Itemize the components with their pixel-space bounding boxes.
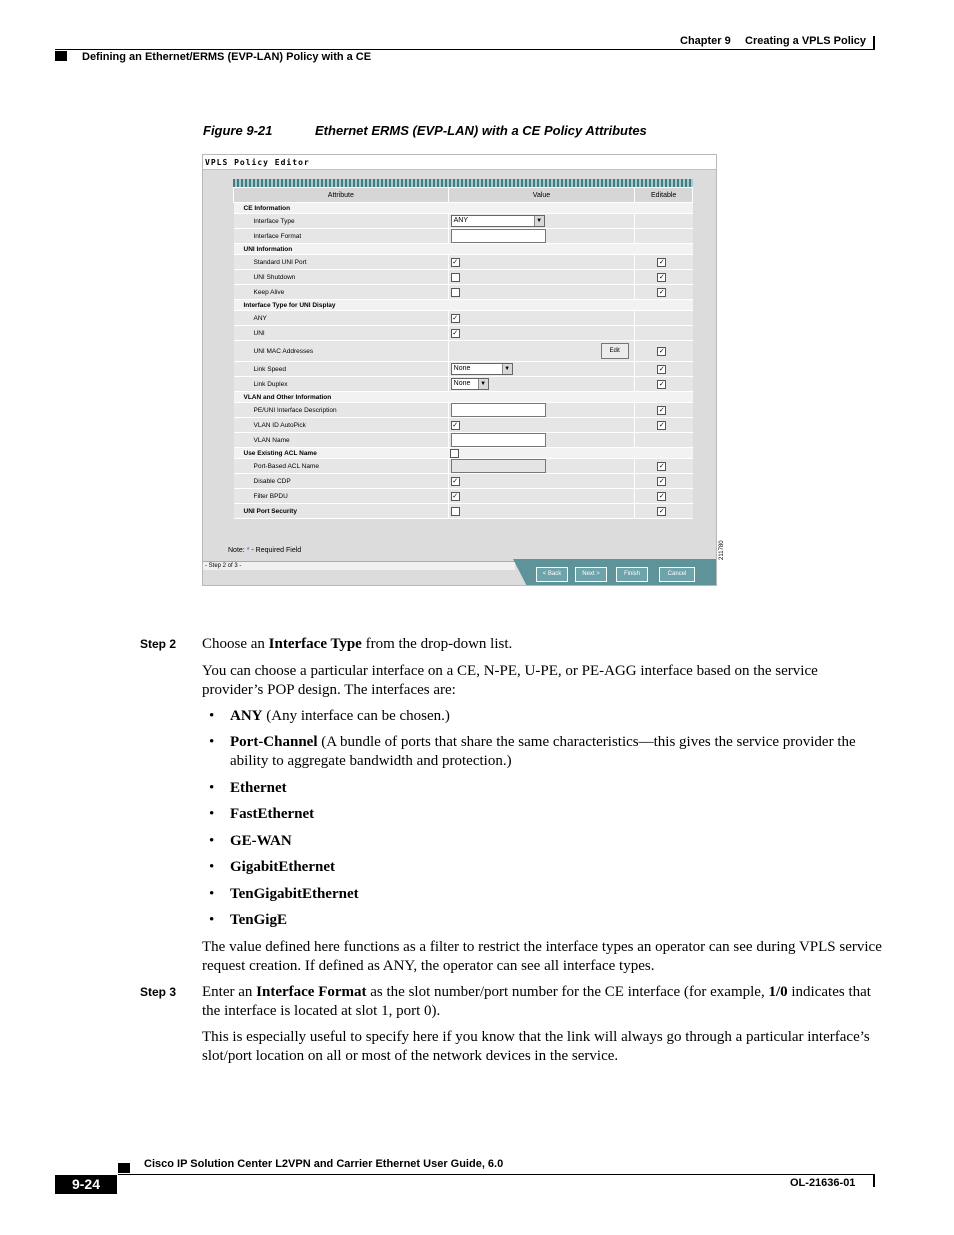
table-row — [234, 255, 693, 270]
table-row — [234, 504, 693, 519]
back-button[interactable]: < Back — [536, 567, 568, 582]
section-title: Defining an Ethernet/ERMS (EVP-LAN) Policy with a CE — [82, 51, 372, 63]
section-value-cell — [448, 448, 635, 459]
attribute-label: Interface Format — [234, 229, 449, 244]
section-label: CE Information — [234, 203, 449, 214]
chapter-title: Creating a VPLS Policy — [745, 35, 867, 47]
section-value-cell — [448, 300, 635, 311]
value-cell — [448, 311, 635, 326]
attribute-label: UNI Shutdown — [234, 270, 449, 285]
editable-cell — [635, 362, 693, 377]
checkbox[interactable]: ✓ — [658, 462, 665, 470]
step2-bold-interface-type: Interface Type — [268, 636, 362, 652]
header-block — [55, 51, 67, 61]
step3-bold-example: 1/0 — [768, 984, 788, 1000]
editable-cell — [635, 489, 693, 504]
step-status: - Step 2 of 3 - — [203, 561, 515, 570]
attribute-label: Link Duplex — [234, 377, 449, 392]
attribute-label: Filter BPDU — [234, 489, 449, 504]
section-label: UNI Information — [234, 244, 449, 255]
table-row — [234, 341, 693, 362]
bullet-term: ANY — [230, 708, 263, 724]
editable-cell — [635, 403, 693, 418]
value-cell — [448, 489, 635, 504]
checkbox[interactable]: ✓ — [658, 421, 665, 429]
checkbox[interactable]: ✓ — [658, 477, 665, 485]
attribute-table — [233, 187, 693, 519]
value-cell — [448, 474, 635, 489]
checkbox[interactable]: ✓ — [452, 421, 459, 429]
section-editable-cell — [635, 392, 693, 403]
header-tick — [873, 36, 875, 49]
section-editable-cell — [635, 244, 693, 255]
bullet-term: FastEthernet — [230, 806, 315, 822]
attribute-label: PE/UNI Interface Description — [234, 403, 449, 418]
section-label: VLAN and Other Information — [234, 392, 449, 403]
step3-description: This is especially useful to specify here if you know that the link will always go through a particular interface’s slot/port location on all or most of the network devices in the service. — [202, 1029, 870, 1064]
editable-cell — [635, 214, 693, 229]
dropdown-value: None — [453, 380, 471, 387]
table-section-row — [234, 448, 693, 459]
table-section-row — [234, 392, 693, 403]
footer-guide-title: Cisco IP Solution Center L2VPN and Carrier Ethernet User Guide, 6.0 — [144, 1158, 504, 1170]
section-label: Use Existing ACL Name — [234, 448, 449, 459]
step2-text-pre: Choose an — [202, 636, 269, 652]
checkbox[interactable]: ✓ — [658, 365, 665, 373]
checkbox[interactable]: ✓ — [452, 329, 459, 337]
table-row — [234, 270, 693, 285]
editable-cell — [635, 326, 693, 341]
value-cell — [448, 362, 635, 377]
bullet-term: Port-Channel — [230, 734, 318, 750]
checkbox[interactable]: ✓ — [658, 380, 665, 388]
value-cell — [448, 433, 635, 448]
checkbox[interactable]: ✓ — [658, 406, 665, 414]
bullet-term: TenGigabitEthernet — [230, 886, 359, 902]
table-row — [234, 377, 693, 392]
figure-number: Figure 9-21 — [203, 123, 273, 138]
table-row — [234, 403, 693, 418]
checkbox[interactable]: ✓ — [658, 258, 665, 266]
checkbox[interactable]: ✓ — [658, 507, 665, 515]
chapter-number: Chapter 9 — [680, 35, 731, 47]
table-row — [234, 474, 693, 489]
footer-rule — [118, 1174, 875, 1175]
footer-tick — [873, 1175, 875, 1187]
editable-cell — [635, 433, 693, 448]
text-input[interactable] — [451, 433, 546, 447]
attribute-label: ANY — [234, 311, 449, 326]
dropdown-value: None — [453, 365, 471, 372]
checkbox[interactable]: ✓ — [452, 492, 459, 500]
attribute-label: Standard UNI Port — [234, 255, 449, 270]
editable-cell — [635, 377, 693, 392]
table-row — [234, 311, 693, 326]
step2-filter-note: The value defined here functions as a filter to restrict the interface types an operator can see during VPLS service request creation. If defined as ANY, the operator can see all interface types. — [202, 939, 882, 974]
attribute-table-wrap — [233, 179, 693, 519]
text-input-disabled — [451, 459, 546, 473]
section-value-cell — [448, 203, 635, 214]
bullet-term: GE-WAN — [230, 833, 292, 849]
figure-id: 211780 — [719, 540, 725, 560]
dropdown-select[interactable] — [451, 378, 489, 390]
editable-cell — [635, 504, 693, 519]
table-top-stripe — [233, 179, 693, 187]
checkbox[interactable]: ✓ — [658, 288, 665, 296]
note-prefix: Note: — [228, 547, 245, 554]
bullet-term: TenGigE — [230, 912, 287, 928]
value-cell — [448, 326, 635, 341]
step3-text-pre: Enter an — [202, 984, 257, 1000]
page-number: 9-24 — [55, 1175, 117, 1194]
value-cell — [448, 229, 635, 244]
attribute-label: Interface Type — [234, 214, 449, 229]
attribute-label: Disable CDP — [234, 474, 449, 489]
editable-cell — [635, 270, 693, 285]
value-cell — [448, 418, 635, 433]
section-label: Interface Type for UNI Display — [234, 300, 449, 311]
header-rule — [55, 49, 875, 50]
section-value-cell — [448, 392, 635, 403]
value-cell — [448, 377, 635, 392]
attribute-label: Keep Alive — [234, 285, 449, 300]
table-row — [234, 214, 693, 229]
editable-cell — [635, 418, 693, 433]
attribute-label: Link Speed — [234, 362, 449, 377]
table-section-row — [234, 300, 693, 311]
table-row — [234, 418, 693, 433]
table-row — [234, 433, 693, 448]
table-section-row — [234, 203, 693, 214]
section-editable-cell — [635, 203, 693, 214]
table-row — [234, 285, 693, 300]
checkbox[interactable] — [450, 449, 459, 458]
vpls-policy-editor-screenshot — [202, 154, 717, 586]
checkbox[interactable]: ✓ — [452, 477, 459, 485]
attribute-label: VLAN ID AutoPick — [234, 418, 449, 433]
step2-instruction — [202, 635, 882, 654]
attribute-label: VLAN Name — [234, 433, 449, 448]
step2-text-post: from the drop-down list. — [361, 636, 513, 652]
step3-text-mid: as the slot number/port number for the CE interface (for example, — [366, 984, 769, 1000]
step3-bold-interface-format: Interface Format — [256, 984, 367, 1000]
checkbox[interactable] — [451, 273, 460, 282]
bullet-term: GigabitEthernet — [230, 859, 335, 875]
text-input[interactable] — [451, 403, 546, 417]
section-value-cell — [448, 244, 635, 255]
value-cell — [448, 403, 635, 418]
value-cell — [448, 459, 635, 474]
chevron-down-icon: ▼ — [478, 379, 488, 389]
attribute-label: UNI — [234, 326, 449, 341]
text-input[interactable] — [451, 229, 546, 243]
section-editable-cell — [635, 300, 693, 311]
value-cell — [448, 341, 635, 362]
finish-button[interactable]: Finish — [616, 567, 648, 582]
cancel-button[interactable]: Cancel — [659, 567, 695, 582]
attribute-label: UNI MAC Addresses — [234, 341, 449, 362]
document-id: OL-21636-01 — [790, 1177, 856, 1189]
figure-title: Ethernet ERMS (EVP-LAN) with a CE Policy Attributes — [315, 123, 647, 138]
dropdown-select[interactable] — [451, 363, 513, 375]
value-cell — [448, 255, 635, 270]
section-editable-cell — [635, 448, 693, 459]
dropdown-value: ANY — [453, 217, 469, 224]
step3-label: Step 3 — [140, 985, 177, 999]
checkbox[interactable]: ✓ — [452, 258, 459, 266]
note-text: - Required Field — [251, 547, 302, 554]
value-cell — [448, 270, 635, 285]
step2-label: Step 2 — [140, 637, 177, 651]
table-row — [234, 489, 693, 504]
table-row — [234, 459, 693, 474]
required-field-note — [228, 547, 301, 554]
step2-description: You can choose a particular interface on a CE, N-PE, U-PE, or PE-AGG interface based on the service provider’s POP design. The interfaces are: — [202, 663, 818, 698]
required-star: * — [246, 547, 250, 554]
attribute-label: Port-Based ACL Name — [234, 459, 449, 474]
footer-block — [118, 1163, 130, 1173]
editable-cell — [635, 459, 693, 474]
bullet-term: Ethernet — [230, 780, 287, 796]
attribute-label: UNI Port Security — [234, 504, 449, 519]
table-section-row — [234, 244, 693, 255]
editable-cell — [635, 341, 693, 362]
chevron-down-icon: ▼ — [502, 364, 512, 374]
value-cell — [448, 504, 635, 519]
bullet-text: (A bundle of ports that share the same characteristics—this gives the service provider the ability to aggregate bandwidth and protection.) — [230, 734, 856, 769]
value-cell — [448, 214, 635, 229]
bullet-text: (Any interface can be chosen.) — [262, 708, 450, 724]
table-row — [234, 362, 693, 377]
checkbox[interactable]: ✓ — [658, 347, 665, 355]
table-row — [234, 229, 693, 244]
chevron-down-icon: ▼ — [534, 216, 544, 226]
col-header-value: Value — [448, 188, 635, 203]
step3-text-post: indicates that the interface is located at slot 1, port 0). — [202, 984, 871, 1019]
checkbox[interactable] — [451, 288, 460, 297]
col-header-attribute: Attribute — [234, 188, 449, 203]
step3-instruction — [202, 983, 882, 1021]
editable-cell — [635, 229, 693, 244]
value-cell — [448, 285, 635, 300]
checkbox[interactable]: ✓ — [452, 314, 459, 322]
checkbox[interactable]: ✓ — [658, 273, 665, 281]
window-title: VPLS Policy Editor — [205, 158, 310, 167]
col-header-editable: Editable — [635, 188, 693, 203]
edit-button[interactable]: Edit — [601, 343, 629, 359]
editable-cell — [635, 311, 693, 326]
editable-cell — [635, 285, 693, 300]
table-row — [234, 326, 693, 341]
editable-cell — [635, 255, 693, 270]
dropdown-select[interactable] — [451, 215, 545, 227]
checkbox[interactable]: ✓ — [658, 492, 665, 500]
next-button[interactable]: Next > — [575, 567, 607, 582]
checkbox[interactable] — [451, 507, 460, 516]
editable-cell — [635, 474, 693, 489]
